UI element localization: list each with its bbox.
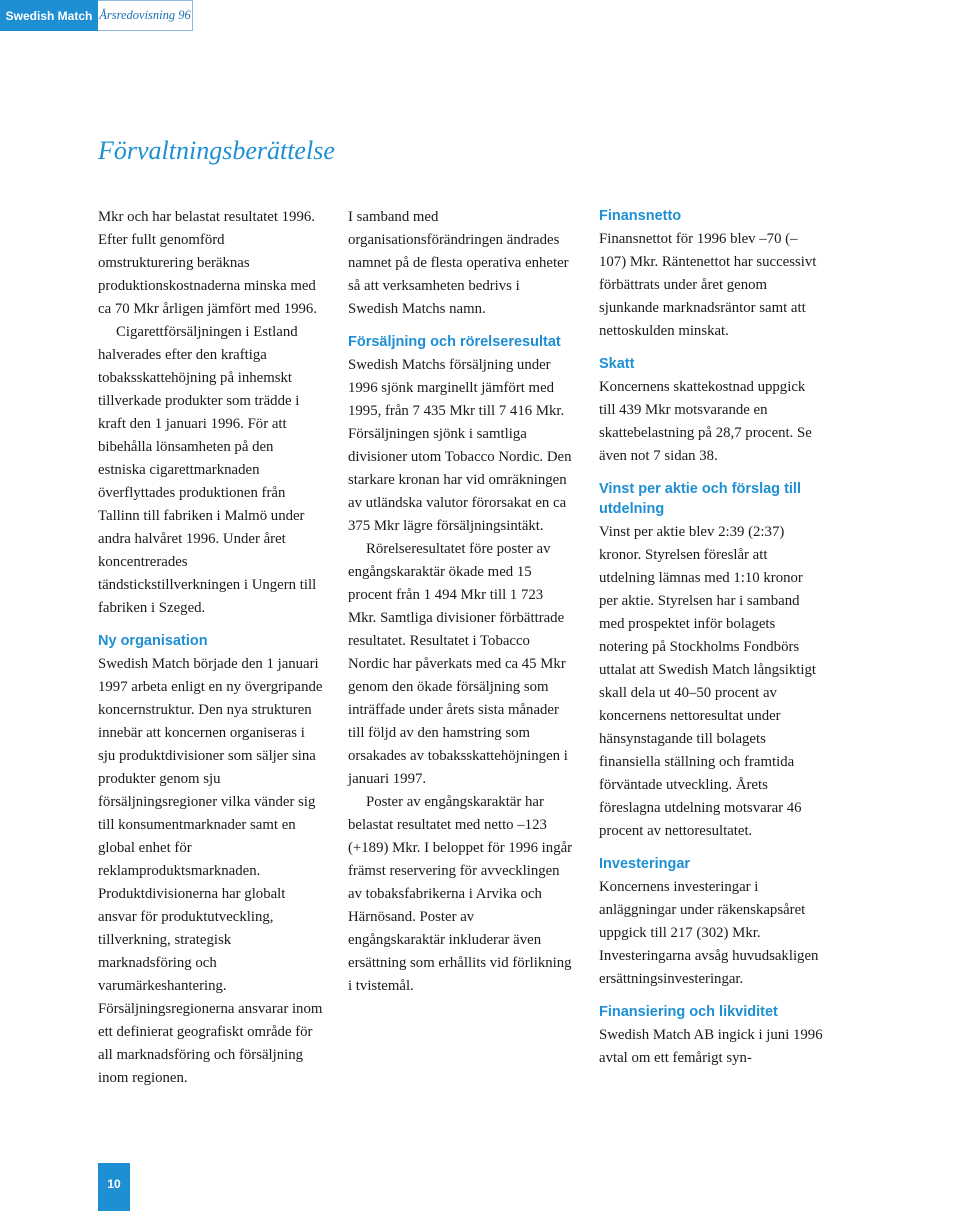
body-paragraph: I samband med organisationsförändringen ändrades namnet på de flesta operativa enheter så att verksamheten bedrivs i Swedish Matchs namn. <box>348 209 569 317</box>
body-paragraph: Koncernens investeringar i anläggningar under räkenskapsåret uppgick till 217 (302) Mkr. Investeringarna avsåg huvudsakligen ersättningsinvesteringar. <box>599 879 819 987</box>
body-paragraph: Cigarettförsäljningen i Estland halverades efter den kraftiga tobaksskattehöjning på inhemskt tillverkade produkter som trädde i kraft den 1 januari 1996. För att bibehålla lönsamheten på den estniska cigarettmarknaden överflyttades produktionen från Tallinn till fabriken i Malmö under andra halvåret 1996. Under året koncentrerades tändstickstillverkningen i Ungern till fabriken i Szeged. <box>98 324 317 616</box>
body-paragraph: Vinst per aktie blev 2:39 (2:37) kronor. Styrelsen föreslår att utdelning lämnas med 1:10 kronor per aktie. Styrelsen har i samband med prospektet inför bolagets notering på Stockholms Fondbörs uttalat att Swedish Match långsiktigt skall dela ut 40–50 procent av koncernens nettoresultat under hänsynstagande till bolagets finansiella ställning och framtida förväntade utveckling. Årets föreslagna utdelning motsvarar 46 procent av nettoresultatet. <box>599 524 816 839</box>
body-paragraph: Swedish Matchs försäljning under 1996 sjönk marginellt jämfört med 1995, från 7 435 Mkr till 7 416 Mkr. Försäljningen sjönk i samtliga divisioner utom Tobacco Nordic. Den starkare kronan har vid omräkningen av utländska valutor förorsakat en ca 375 Mkr lägre försäljningsintäkt. <box>348 357 572 534</box>
body-paragraph: Swedish Match började den 1 januari 1997 arbeta enligt en ny övergripande koncernstruktur. Den nya strukturen innebär att koncernen organiseras i sju produktdivisioner som säljer sina produkter genom sju försäljningsregioner vilka vänder sig till konsumentmarknader samt en global enhet för reklamproduktsmarknaden. Produktdivisionerna har globalt ansvar för produktutveckling, tillverkning, strategisk marknadsföring och varumärkeshantering. Försäljningsregionerna ansvarar inom ett definierat geografiskt område för all marknadsföring och försäljning inom regionen. <box>98 656 323 1086</box>
section-heading: Försäljning och rörelseresultat <box>348 334 561 350</box>
section-heading: Finansnetto <box>599 208 682 224</box>
brand-tab: Swedish Match <box>0 0 98 31</box>
section-heading: Ny organisation <box>98 633 208 649</box>
body-paragraph: Swedish Match AB ingick i juni 1996 avtal om ett femårigt syn- <box>599 1027 823 1066</box>
section-heading: Finansiering och likviditet <box>599 1004 778 1020</box>
body-paragraph: Finansnettot för 1996 blev –70 (–107) Mkr. Räntenettot har successivt förbättrats under året genom sjunkande marknadsräntor samt att nettoskulden minskat. <box>599 231 817 339</box>
header-tabs <box>0 0 193 32</box>
text-column-1 <box>98 206 323 1090</box>
section-heading: Skatt <box>599 356 635 372</box>
section-heading: Investeringar <box>599 856 691 872</box>
section-heading: Vinst per aktie och förslag till utdelning <box>599 481 801 517</box>
body-paragraph: Koncernens skattekostnad uppgick till 439 Mkr motsvarande en skattebelastning på 28,7 procent. Se även not 7 sidan 38. <box>599 379 812 464</box>
text-column-2 <box>348 206 573 998</box>
body-paragraph: Rörelseresultatet före poster av engångskaraktär ökade med 15 procent från 1 494 Mkr till 1 723 Mkr. Samtliga divisioner förbättrade resultatet. Resultatet i Tobacco Nordic har påverkats med ca 45 Mkr genom den ökade försäljning som inträffade under årets sista månader till följd av den hamstring som orsakades av tobaksskattehöjningen i januari 1997. <box>348 541 568 787</box>
text-column-3 <box>599 206 824 1070</box>
body-paragraph: Mkr och har belastat resultatet 1996. Efter fullt genomförd omstrukturering beräknas produktionskostnaderna minska med ca 70 Mkr årligen jämfört med 1996. <box>98 209 318 317</box>
report-tab: Årsredovisning 96 <box>98 0 193 31</box>
body-paragraph: Poster av engångskaraktär har belastat resultatet med netto –123 (+189) Mkr. I beloppet för 1996 ingår främst reservering för avvecklingen av tobaksfabrikerna i Arvika och Härnösand. Poster av engångskaraktär inkluderar även ersättning som erhållits vid förlikning i tvistemål. <box>348 794 573 994</box>
page-title: Förvaltningsberättelse <box>98 136 335 165</box>
page-number: 10 <box>98 1163 130 1211</box>
